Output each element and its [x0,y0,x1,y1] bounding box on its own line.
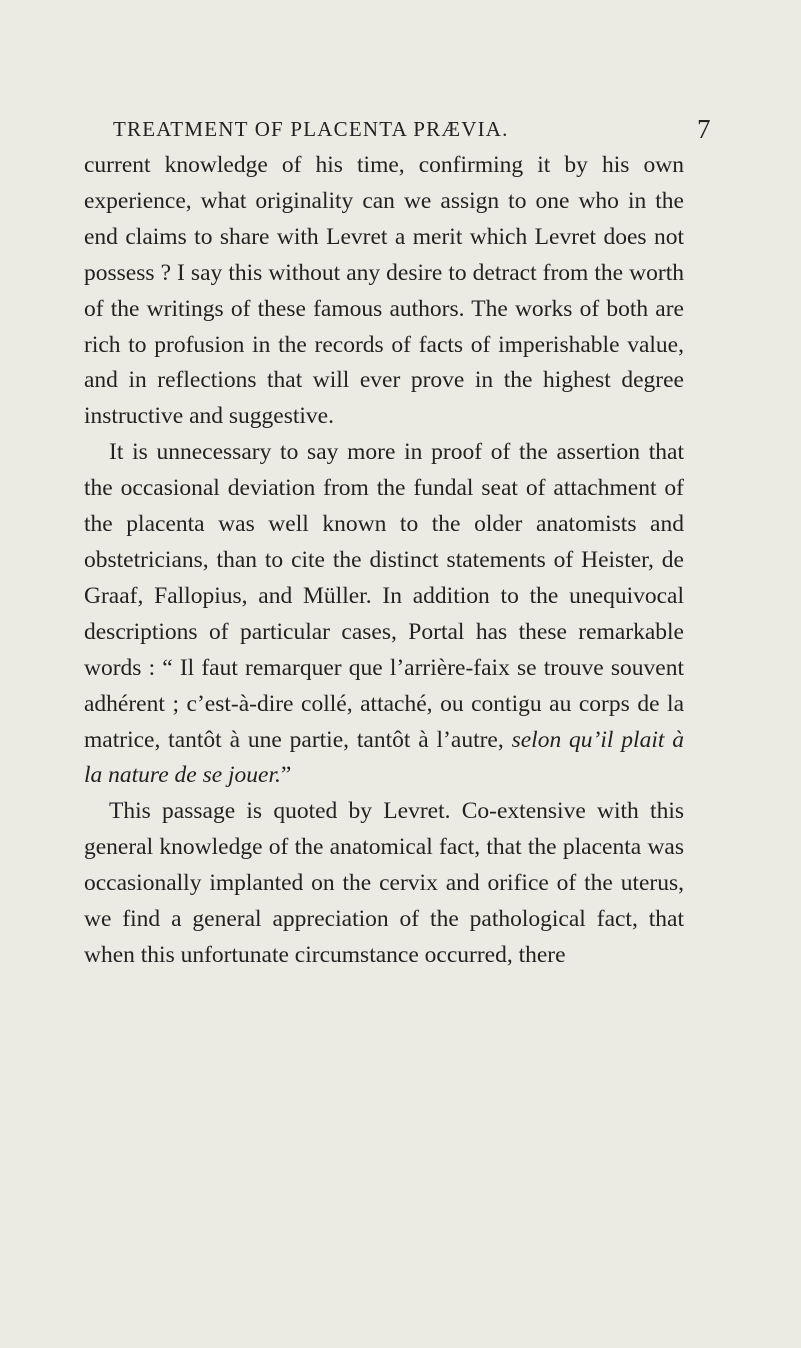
page-number: 7 [697,114,711,144]
paragraph-2-italic-quote: selon qu’il plait à la nature de se jouer. [84,726,684,789]
running-head: TREATMENT OF PLACENTA PRÆVIA. [113,117,509,141]
paragraph-2 [84,435,684,794]
paragraph-2-closing-quote: ” [280,762,292,789]
paragraph-2-text: It is unnecessary to say more in proof of the assertion that the occasional deviation from the fundal seat of attachment of the placenta was well known to the older anatomists and obstetricians, than to cite the distinct statements of Heister, de Graaf, Fallopius, and Müller. In addition to the unequivocal descriptions of particular cases, Portal has these remarkable words : “ Il faut remarquer que l’arrière-faix se trouve souvent adhérent ; c’est-à-dire collé, attaché, ou contigu au corps de la matrice, tantôt à une partie, tantôt à l’autre, [84,439,684,753]
body-text [84,148,684,974]
paragraph-3: This passage is quoted by Levret. Co-extensive with this general knowledge of the anatomical fact, that the placenta was occasionally implanted on the cervix and orifice of the uterus, we find a general appreciation of the pathological fact, that when this unfortunate circumstance occurred, there [84,798,684,968]
paragraph-1: current knowledge of his time, confirming it by his own experience, what originality can we assign to one who in the end claims to share with Levret a merit which Levret does not possess ? I say this without any desire to detract from the worth of the writings of these famous authors. The works of both are rich to profusion in the records of facts of imperishable value, and in reflections that will ever prove in the highest degree instructive and suggestive. [84,152,684,430]
